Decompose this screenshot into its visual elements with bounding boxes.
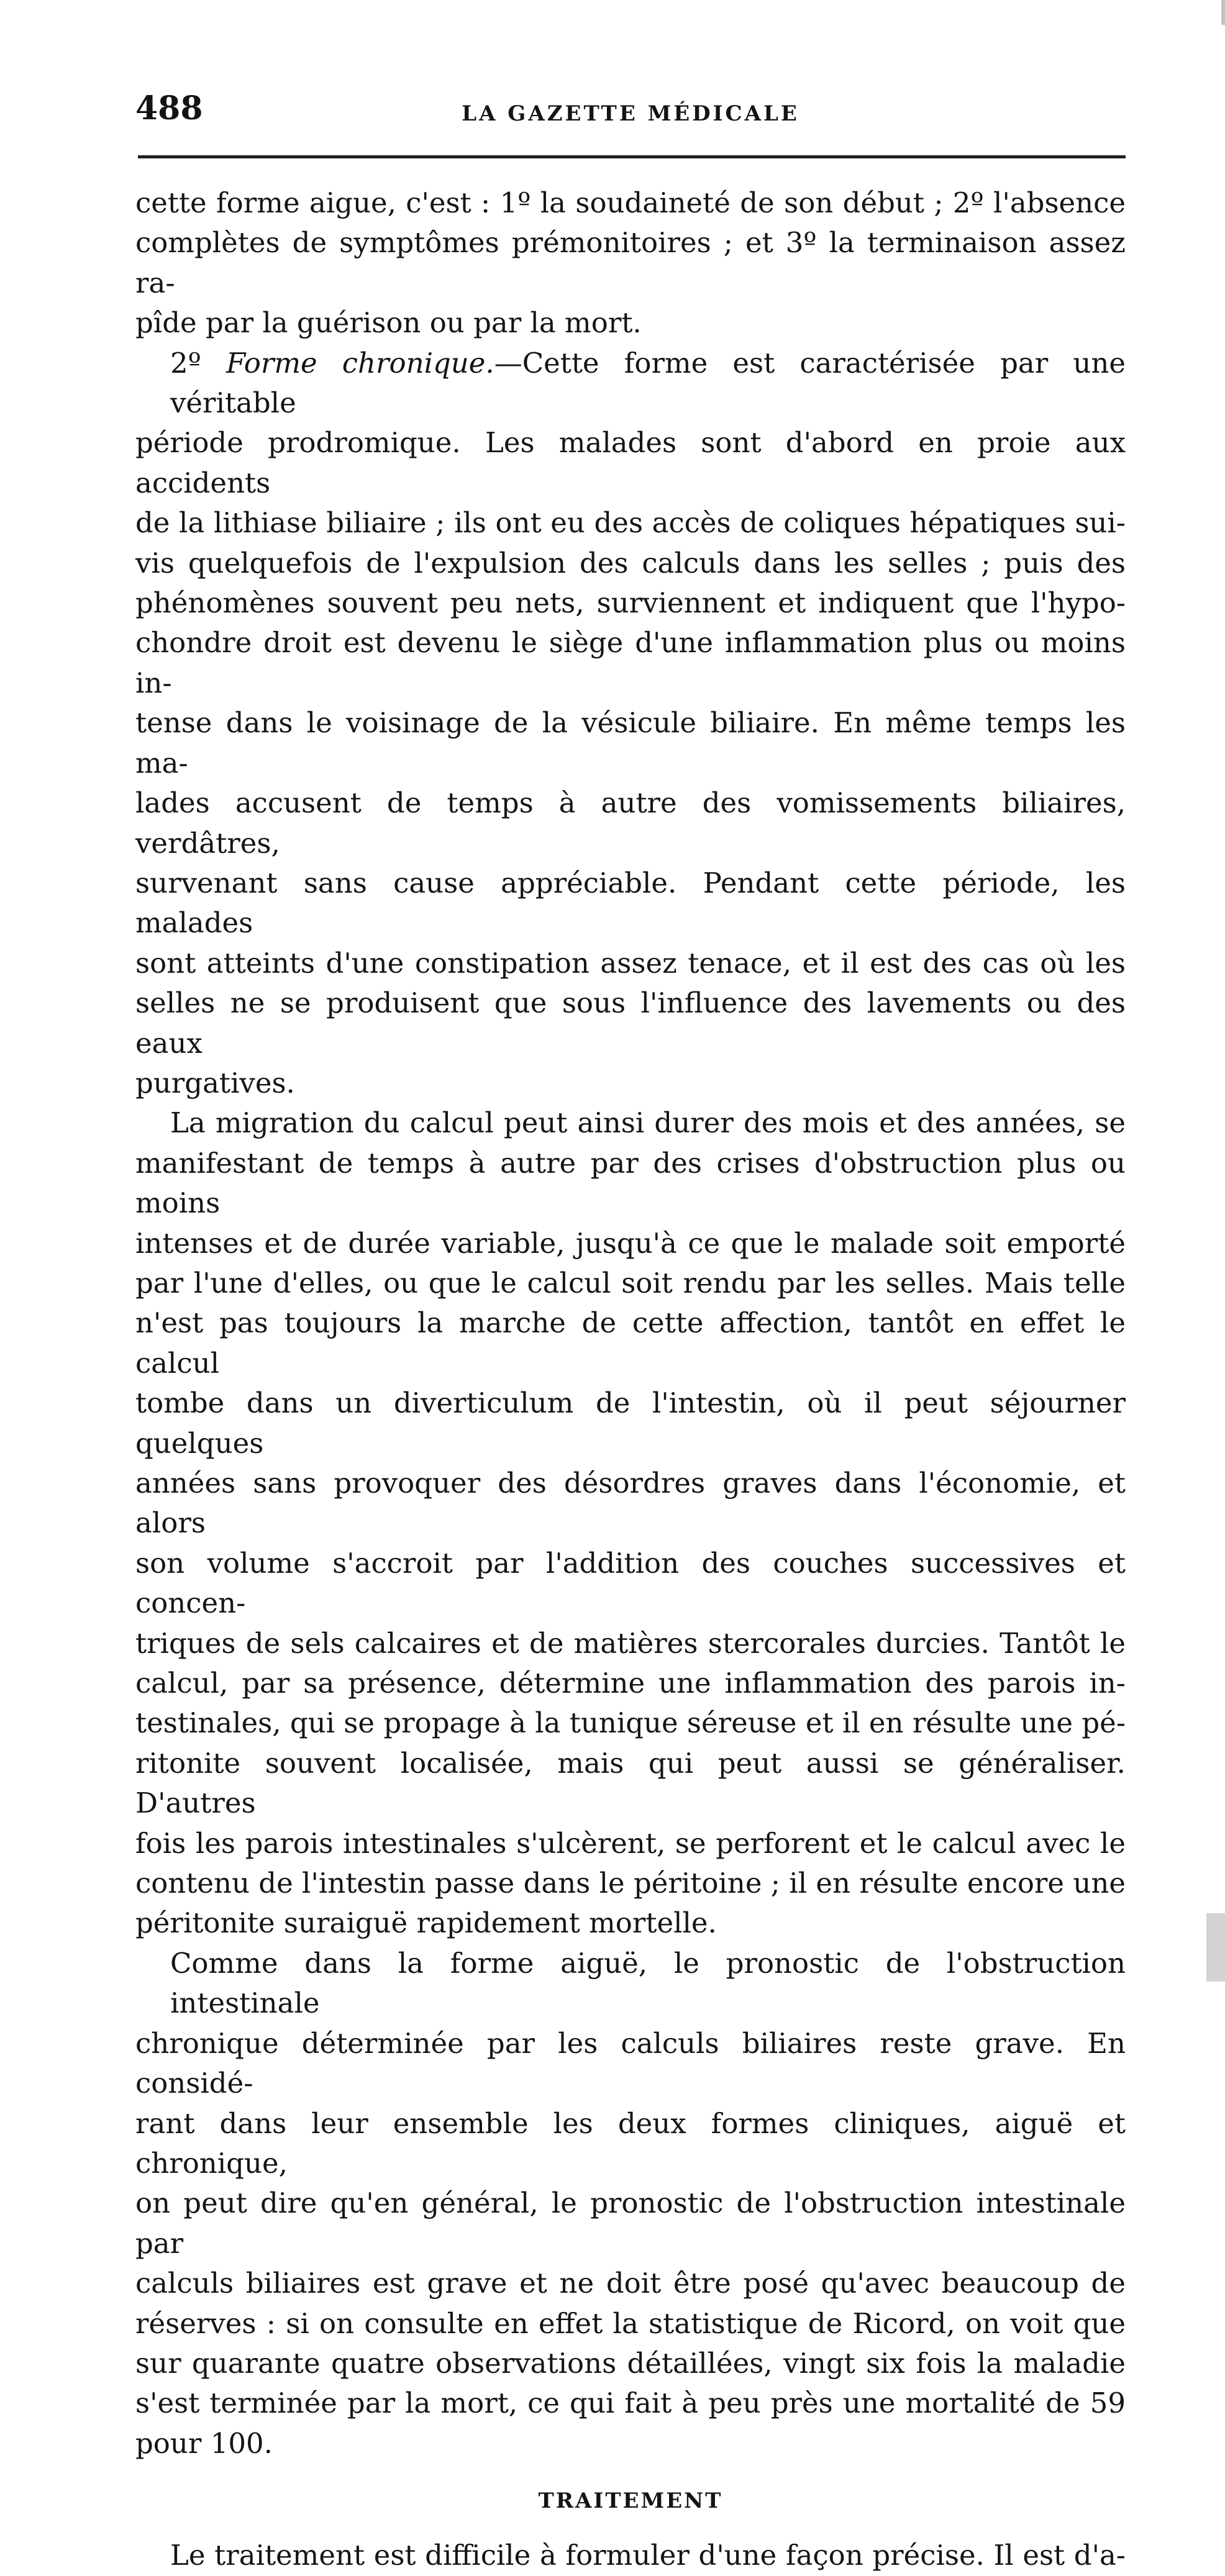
item-number: 2º xyxy=(170,346,201,380)
text-line: vis quelquefois de l'expulsion des calculs dans les selles ; puis des xyxy=(135,546,1126,580)
scan-edge-mark xyxy=(1206,1913,1225,1982)
text-line: rant dans leur ensemble les deux formes cliniques, aiguë et chronique, xyxy=(135,2106,1126,2180)
text-line: de la lithiase biliaire ; ils ont eu des accès de coliques hépatiques sui- xyxy=(135,506,1126,540)
text-line: cette forme aigue, c'est : 1º la soudaineté de son début ; 2º l'absence xyxy=(135,186,1126,219)
text-line: phénomènes souvent peu nets, surviennent et indiquent que l'hypo- xyxy=(135,586,1126,620)
text-line: chondre droit est devenu le siège d'une inflammation plus ou moins in- xyxy=(135,626,1126,699)
text-line: calcul, par sa présence, détermine une inflammation des parois in- xyxy=(135,1667,1126,1700)
text-line: testinales, qui se propage à la tunique séreuse et il en résulte une pé- xyxy=(135,1706,1126,1740)
text-line: selles ne se produisent que sous l'influence des lavements ou des eaux xyxy=(135,986,1126,1060)
text-line: son volume s'accroit par l'addition des couches successives et concen- xyxy=(135,1546,1126,1620)
text-line: Le traitement est difficile à formuler d'une façon précise. Il est d'a- xyxy=(170,2539,1126,2572)
text-line: chronique déterminée par les calculs biliaires reste grave. En considé- xyxy=(135,2026,1126,2100)
text-line: années sans provoquer des désordres graves dans l'économie, et alors xyxy=(135,1467,1126,1540)
text-line: lades accusent de temps à autre des vomissements biliaires, verdâtres, xyxy=(135,786,1126,860)
paragraph-3 xyxy=(135,1103,1126,1944)
text-line: purgatives. xyxy=(135,1066,295,1099)
text-line: par l'une d'elles, ou que le calcul soit rendu par les selles. Mais telle xyxy=(135,1266,1126,1299)
text-line: sur quarante quatre observations détaillées, vingt six fois la maladie xyxy=(135,2346,1126,2380)
paragraph-2 xyxy=(135,344,1126,1104)
scan-edge-mark xyxy=(1221,0,1225,25)
text-line: sont atteints d'une constipation assez tenace, et il est des cas où les xyxy=(135,946,1126,980)
text-line: Comme dans la forme aiguë, le pronostic de l'obstruction intestinale xyxy=(170,1946,1126,2020)
page-number: 488 xyxy=(135,89,203,127)
text-line: période prodromique. Les malades sont d'abord en proie aux accidents xyxy=(135,426,1126,499)
text-line: tombe dans un diverticulum de l'intestin, où il peut séjourner quelques xyxy=(135,1386,1126,1460)
text-line: on peut dire qu'en général, le pronostic de l'obstruction intestinale par xyxy=(135,2187,1126,2260)
text-line: pîde par la guérison ou par la mort. xyxy=(135,306,642,340)
text-line: intenses et de durée variable, jusqu'à ce que le malade soit emporté xyxy=(135,1226,1126,1260)
text-line: péritonite suraiguë rapidement mortelle. xyxy=(135,1906,717,1940)
text-line: fois les parois intestinales s'ulcèrent, se perforent et le calcul avec le xyxy=(135,1826,1126,1860)
paragraph-5 xyxy=(135,2536,1126,2575)
page-header xyxy=(135,87,1126,130)
paragraph-4 xyxy=(135,1944,1126,2464)
text-line: pour 100. xyxy=(135,2426,273,2460)
text-line: contenu de l'intestin passe dans le péritoine ; il en résulte encore une xyxy=(135,1867,1126,1900)
running-title: LA GAZETTE MÉDICALE xyxy=(462,101,799,126)
text-line: La migration du calcul peut ainsi durer des mois et des années, se xyxy=(170,1106,1126,1140)
section-heading: TRAITEMENT xyxy=(538,2488,723,2514)
text-line: complètes de symptômes prémonitoires ; et 3º la terminaison assez ra- xyxy=(135,226,1126,299)
text-line: réserves : si on consulte en effet la statistique de Ricord, on voit que xyxy=(135,2306,1126,2340)
text-line: ritonite souvent localisée, mais qui peut aussi se généraliser. D'autres xyxy=(135,1746,1126,1820)
text-line xyxy=(135,344,1126,424)
text-line: tense dans le voisinage de la vésicule biliaire. En même temps les ma- xyxy=(135,706,1126,780)
subsection-title: Forme chronique. xyxy=(225,346,494,380)
text-line: s'est terminée par la mort, ce qui fait à peu près une mortalité de 59 xyxy=(135,2387,1126,2420)
header-rule xyxy=(138,155,1126,158)
paragraph-1 xyxy=(135,183,1126,344)
text-line: n'est pas toujours la marche de cette affection, tantôt en effet le calcul xyxy=(135,1306,1126,1380)
text-line: triques de sels calcaires et de matières stercorales durcies. Tantôt le xyxy=(135,1626,1126,1660)
text-line: survenant sans cause appréciable. Pendant cette période, les malades xyxy=(135,866,1126,940)
text-line: calculs biliaires est grave et ne doit être posé qu'avec beaucoup de xyxy=(135,2267,1126,2300)
text-fragment: —Cette forme est caractérisée par une véritable xyxy=(170,346,1126,420)
text-line: manifestant de temps à autre par des crises d'obstruction plus ou moins xyxy=(135,1146,1126,1220)
body-text xyxy=(135,183,1126,2576)
